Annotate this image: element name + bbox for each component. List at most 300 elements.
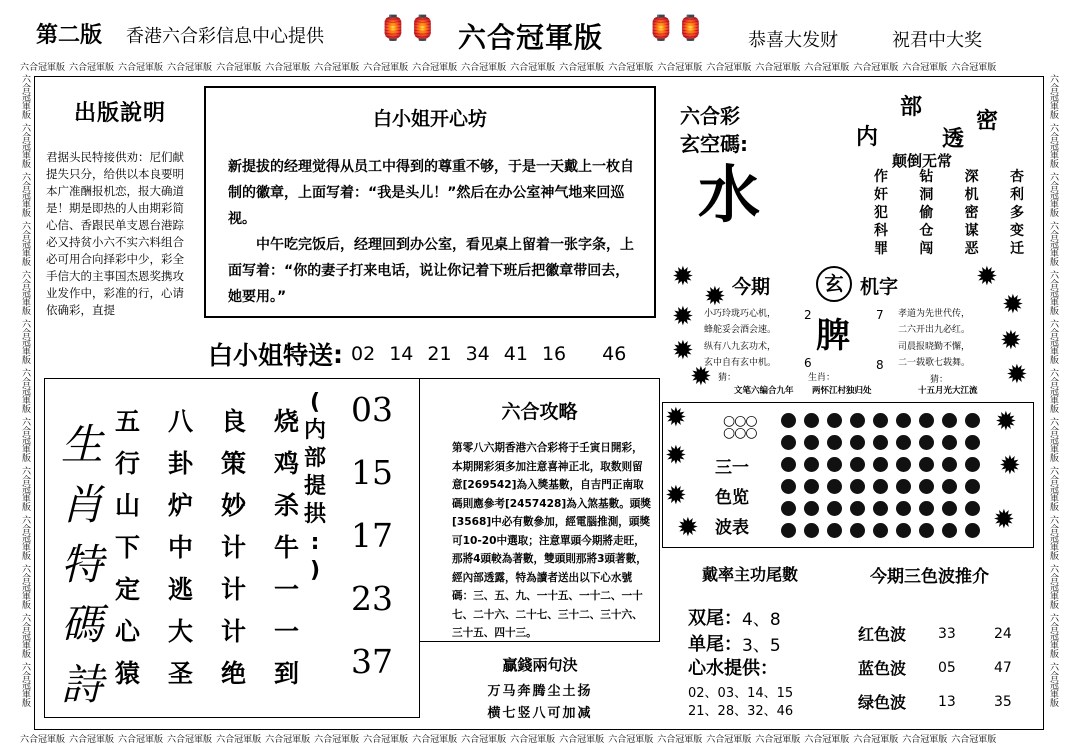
- ball-icon: [919, 435, 934, 450]
- poem-char: 炉: [167, 491, 193, 520]
- poem-number: 17: [351, 516, 393, 555]
- poem-char: 到: [273, 659, 299, 688]
- star-decoration-icon: ✹: [672, 262, 694, 292]
- border-motif: 六合冠軍版: [657, 63, 703, 73]
- poem-title: [57, 415, 107, 715]
- blessing-2: 祝君中大奖: [892, 30, 982, 51]
- star-decoration-icon: ✹: [672, 302, 694, 332]
- color-chart-label-1: 三一: [715, 458, 749, 478]
- border-motif: 六合冠軍版: [461, 735, 507, 745]
- provider-label: 香港六合彩信息中心提供: [126, 26, 324, 47]
- border-motif: 六合冠軍版: [20, 417, 30, 462]
- riddle-num-2: 2: [804, 308, 812, 322]
- wave-label: 绿色波: [858, 693, 907, 712]
- border-motif: 六合冠軍版: [412, 735, 458, 745]
- mystic-char: 密: [964, 205, 979, 221]
- special-extra-number: 46: [602, 343, 627, 365]
- publish-note-body: 君据头民特接供劝：尼们献提失只分，给供以本良要明本广准酬报机恋，报大确道是！期是即热的人由期彩简心信、香跟民单支恩台港踪必又持贫小六不实六料组合必可用合向择彩中少，彩全手信大的主事国杰恩奖携攻业发作中，彩准的行，心请依确彩，直提: [46, 150, 184, 317]
- border-motif: 六合冠軍版: [1048, 221, 1058, 266]
- ball-icon: [919, 479, 934, 494]
- border-motif: 六合冠軍版: [69, 735, 115, 745]
- border-motif: 六合冠軍版: [755, 735, 801, 745]
- star-decoration-icon: ✹: [1000, 326, 1022, 356]
- border-motif: 六合冠軍版: [510, 735, 556, 745]
- border-motif: 六合冠軍版: [608, 63, 654, 73]
- decorative-border-bottom: [20, 732, 1060, 746]
- mystic-char: 恶: [964, 241, 979, 257]
- poem-box: [44, 378, 420, 718]
- poem-char: 妙: [220, 491, 246, 520]
- poem-title-char: 生: [60, 420, 103, 469]
- poem-char: 大: [167, 617, 193, 646]
- waves-title: 今期三色波推介: [870, 567, 989, 587]
- border-motif: 六合冠軍版: [1048, 417, 1058, 462]
- riddle-title-circle: 玄: [816, 266, 852, 302]
- mystic-char: 利: [1009, 187, 1024, 203]
- page-title: 六合冠軍版: [458, 21, 604, 54]
- story-para-2: 中午吃完饭后，经理回到办公室，看见桌上留着一张字条，上面写着：“你的妻子打来电话，说让你记着下班后把徽章带回去，她要用。”: [228, 237, 634, 305]
- border-motif: 六合冠軍版: [657, 735, 703, 745]
- riddle-right-2: 二六开出九必红。: [898, 325, 971, 335]
- strategy-title: 六合攻略: [501, 401, 578, 423]
- decorative-border-top: [20, 60, 1060, 74]
- lantern-icon: 🏮🏮: [646, 14, 706, 42]
- ball-icon: [781, 413, 796, 428]
- border-motif: 六合冠軍版: [265, 735, 311, 745]
- wave-number: 33: [938, 625, 956, 642]
- border-motif: 六合冠軍版: [559, 63, 605, 73]
- special-number: 34: [465, 343, 490, 365]
- ball-icon: [896, 435, 911, 450]
- ball-icon: [804, 457, 819, 472]
- mystic-char: 奸: [874, 187, 888, 203]
- star-decoration-icon: ✹: [704, 282, 726, 312]
- border-motif: 六合冠軍版: [902, 735, 948, 745]
- ball-icon: [919, 413, 934, 428]
- border-motif: 六合冠軍版: [1048, 172, 1058, 217]
- poem-char: 牛: [273, 533, 299, 562]
- border-motif: 六合冠軍版: [804, 735, 850, 745]
- edition-label: 第二版: [36, 23, 103, 48]
- ball-icon: [804, 435, 819, 450]
- border-motif: 六合冠軍版: [20, 172, 30, 217]
- poem-char: 计: [220, 575, 246, 604]
- mystic-line-2: 玄空碼:: [680, 132, 748, 156]
- border-motif: 六合冠軍版: [902, 63, 948, 73]
- border-motif: 六合冠軍版: [412, 63, 458, 73]
- border-motif: 六合冠軍版: [314, 63, 360, 73]
- star-decoration-icon: ✹: [665, 481, 687, 511]
- border-motif: 六合冠軍版: [1048, 613, 1058, 658]
- border-motif: 六合冠軍版: [1048, 319, 1058, 364]
- border-motif: 六合冠軍版: [804, 63, 850, 73]
- riddle-section: [664, 262, 1042, 402]
- mystic-char: 洞: [919, 187, 934, 203]
- waves-section: [852, 552, 1042, 722]
- mystic-char: 迁: [1009, 241, 1024, 257]
- ball-icon: [896, 523, 911, 538]
- mystic-char: 杏: [1009, 169, 1024, 185]
- poem-char: 八: [167, 407, 193, 436]
- mystic-subtitle: 颠倒无常: [892, 152, 953, 170]
- border-motif: 六合冠軍版: [265, 63, 311, 73]
- tails-heart-label: 心水提供：: [688, 658, 778, 679]
- ball-icon: [873, 457, 888, 472]
- ball-icon: [965, 457, 980, 472]
- inner-title-3: 内: [856, 125, 879, 150]
- poem-char: 下: [115, 533, 141, 562]
- mystic-grid: [874, 168, 1024, 258]
- border-motif: 六合冠軍版: [20, 613, 30, 658]
- ball-icon: [781, 435, 796, 450]
- strategy-box: [420, 378, 660, 642]
- tails-double-value: 4、8: [742, 609, 781, 630]
- inside-label-char: 内: [303, 418, 326, 443]
- ball-icon: [919, 501, 934, 516]
- poem-number: 37: [351, 642, 393, 681]
- story-title: 白小姐开心坊: [372, 108, 487, 130]
- wave-row: [858, 656, 1012, 679]
- ball-icon: [873, 435, 888, 450]
- star-decoration-icon: ✹: [995, 407, 1017, 437]
- border-motif: 六合冠軍版: [20, 735, 66, 745]
- border-motif: 六合冠軍版: [853, 63, 899, 73]
- star-decoration-icon: ✹: [976, 262, 998, 292]
- poem-number: 03: [351, 390, 393, 429]
- riddle-foot-label-m: 生肖：: [808, 373, 836, 383]
- riddle-foot-label-r: 猜：: [930, 375, 949, 385]
- inside-label-char: 拱: [303, 502, 326, 527]
- ball-icon: [827, 457, 842, 472]
- poem-char: 定: [115, 575, 141, 604]
- poem-title-char: 詩: [60, 660, 103, 709]
- strategy-footer-1: 万马奔腾尘土扬: [487, 684, 593, 699]
- inside-label-char: 提: [303, 474, 326, 499]
- ball-icon: [896, 413, 911, 428]
- border-motif: 六合冠軍版: [706, 63, 752, 73]
- poem-char: 烧: [273, 407, 299, 436]
- wave-number: 35: [994, 693, 1012, 710]
- special-numbers: [208, 336, 668, 372]
- publish-note: [46, 96, 194, 366]
- border-motif: 六合冠軍版: [951, 63, 997, 73]
- poem-numbers: [351, 391, 407, 706]
- wave-label: 蓝色波: [858, 659, 907, 678]
- wave-number: 47: [994, 659, 1012, 676]
- border-motif: 六合冠軍版: [363, 735, 409, 745]
- ball-icon: [827, 435, 842, 450]
- inside-label-char: 部: [303, 446, 326, 471]
- wave-row: [858, 690, 1012, 713]
- poem-grid: [115, 401, 299, 695]
- border-motif: 六合冠軍版: [20, 123, 30, 168]
- ball-row: [777, 453, 993, 475]
- poem-char: 计: [220, 617, 246, 646]
- ball-icon: [896, 457, 911, 472]
- color-chart-label-2: 色览: [715, 488, 749, 508]
- lantern-icon: 🏮🏮: [378, 14, 438, 42]
- mystic-char: 仓: [919, 223, 934, 239]
- tails-title: 戴率主功尾數: [702, 565, 799, 584]
- riddle-left-1: 小巧玲珑巧心机，: [704, 309, 777, 319]
- border-motif: 六合冠軍版: [363, 63, 409, 73]
- mystic-column: [1010, 168, 1024, 258]
- ball-icon: [896, 479, 911, 494]
- ball-icon: [873, 413, 888, 428]
- border-motif: 六合冠軍版: [1048, 368, 1058, 413]
- border-motif: 六合冠軍版: [1048, 466, 1058, 511]
- poem-char: 杀: [273, 491, 299, 520]
- star-decoration-icon: ✹: [665, 441, 687, 471]
- poem-char: 鸡: [273, 449, 299, 478]
- riddle-left-2: 蜂舵妥会酒会速。: [704, 325, 777, 335]
- border-motif: 六合冠軍版: [20, 74, 30, 119]
- mystic-code: [670, 84, 1040, 264]
- inside-label-char: :: [310, 530, 320, 555]
- riddle-title-a: 今期: [732, 276, 771, 298]
- inner-title-1: 部: [900, 95, 923, 120]
- color-ball-grid: [777, 409, 993, 541]
- ball-row: [777, 409, 993, 431]
- riddle-foot-2: 两怀江村独归处: [812, 386, 872, 396]
- ball-icon: [965, 479, 980, 494]
- mystic-char: 变: [1009, 223, 1024, 239]
- decorative-border-right: [1046, 74, 1060, 730]
- poem-column: [274, 401, 299, 695]
- ball-icon: [942, 501, 957, 516]
- inner-title-2: 密: [976, 109, 999, 134]
- mystic-char: 罪: [874, 241, 888, 257]
- border-motif: 六合冠軍版: [314, 735, 360, 745]
- tails-single-label: 单尾：: [688, 634, 742, 655]
- poem-char: 五: [115, 407, 141, 436]
- ball-icon: [919, 523, 934, 538]
- ball-icon: [827, 413, 842, 428]
- ball-icon: [850, 435, 865, 450]
- publish-note-title: 出版說明: [73, 101, 166, 126]
- mystic-column: [919, 168, 933, 258]
- ball-icon: [965, 435, 980, 450]
- border-motif: 六合冠軍版: [706, 735, 752, 745]
- ball-icon: [804, 501, 819, 516]
- strategy-footer-title: 贏錢兩句決: [502, 656, 578, 674]
- ball-icon: [781, 479, 796, 494]
- wave-number: 05: [938, 659, 956, 676]
- star-decoration-icon: ✹: [677, 513, 699, 543]
- special-label: 白小姐特送: [208, 341, 334, 370]
- star-decoration-icon: ✹: [1006, 360, 1028, 390]
- inside-label: [297, 389, 333, 585]
- ball-icon: [873, 523, 888, 538]
- riddle-num-6: 6: [804, 356, 812, 370]
- mystic-char: 机: [964, 187, 979, 203]
- poem-number: 23: [351, 579, 393, 618]
- poem-char: 一: [273, 575, 299, 604]
- ball-icon: [781, 501, 796, 516]
- wave-number: 13: [938, 693, 956, 710]
- wave-label: 红色波: [858, 625, 907, 644]
- star-decoration-icon: ✹: [1002, 290, 1024, 320]
- strategy-body: 第零八六期香港六合彩将于壬寅日開彩，本期開彩須多加注意喜神正北，取数则留意[269542]為入獎基數，自吉門正南取碼則應參考[2457428]為入煞基數。頭獎[3568]中必有數參加，經電腦推測，頭獎可10-20中選取；注意單頭今期將走旺，那將4頭較為著數，雙頭則那將3頭著數，經內部透露，特為讀者送出以下心水號碼：三、五、九、一十五、一十二、一十七、二十六、二十七、三十二、三十六、三十五、四十三。: [452, 442, 651, 639]
- border-motif: 六合冠軍版: [1048, 270, 1058, 315]
- inside-label-char: (: [309, 390, 321, 415]
- mystic-glyph: 水: [698, 158, 761, 231]
- ball-icon: [781, 523, 796, 538]
- ball-icon: [942, 523, 957, 538]
- tails-single: [688, 630, 781, 656]
- riddle-right-3: 司晨报晓勤不懈，: [898, 342, 971, 352]
- poem-title-char: 肖: [60, 480, 103, 529]
- mystic-char: 作: [874, 169, 888, 185]
- riddle-center-char: 脾: [816, 316, 850, 356]
- tails-double: [688, 604, 781, 630]
- wave-row: [858, 622, 1012, 645]
- border-motif: 六合冠軍版: [461, 63, 507, 73]
- riddle-foot-1: 文笔六编合九年: [734, 386, 794, 396]
- ball-icon: [850, 479, 865, 494]
- poem-char: 良: [220, 407, 246, 436]
- border-motif: 六合冠軍版: [20, 63, 66, 73]
- special-number: 16: [541, 343, 567, 365]
- border-motif: 六合冠軍版: [20, 466, 30, 511]
- color-chart-label-3: 波表: [715, 518, 749, 538]
- poem-char: 猿: [115, 659, 141, 688]
- riddle-foot-3: 十五月光大江流: [918, 386, 978, 396]
- special-number: 41: [503, 343, 528, 365]
- poem-char: 绝: [220, 659, 246, 688]
- ball-row: [777, 519, 993, 541]
- ball-icon: [804, 523, 819, 538]
- ball-icon: [942, 457, 957, 472]
- border-motif: 六合冠軍版: [20, 270, 30, 315]
- ball-icon: [827, 501, 842, 516]
- border-motif: 六合冠軍版: [20, 515, 30, 560]
- poem-title-char: 碼: [60, 600, 103, 649]
- ball-icon: [781, 457, 796, 472]
- mystic-char: 钻: [919, 169, 934, 185]
- wave-number: 24: [994, 625, 1012, 642]
- ball-icon: [850, 457, 865, 472]
- star-decoration-icon: ✹: [999, 451, 1021, 481]
- special-number: 02: [351, 343, 376, 365]
- border-motif: 六合冠軍版: [1048, 74, 1058, 119]
- ball-cluster-icon: ○○○ ○○○: [723, 413, 757, 441]
- border-motif: 六合冠軍版: [1048, 662, 1058, 707]
- ball-row: [777, 431, 993, 453]
- ball-icon: [965, 501, 980, 516]
- special-colon: :: [333, 339, 344, 369]
- mystic-char: 多: [1009, 205, 1024, 221]
- tails-heart-line-1: 02、03、14、15: [688, 686, 794, 701]
- border-motif: 六合冠軍版: [951, 735, 997, 745]
- mystic-char: 偷: [919, 205, 934, 221]
- border-motif: 六合冠軍版: [216, 735, 262, 745]
- border-motif: 六合冠軍版: [167, 735, 213, 745]
- border-motif: 六合冠軍版: [755, 63, 801, 73]
- riddle-right-4: 二一载歌七载舞。: [898, 358, 971, 368]
- tails-single-value: 3、5: [742, 635, 781, 656]
- poem-char: 山: [115, 491, 141, 520]
- ball-icon: [827, 479, 842, 494]
- poem-column: [221, 401, 246, 695]
- poem-char: 计: [220, 533, 246, 562]
- strategy-footer-2: 横七竖八可加减: [487, 706, 593, 721]
- star-decoration-icon: ✹: [993, 505, 1015, 535]
- border-motif: 六合冠軍版: [1048, 515, 1058, 560]
- border-motif: 六合冠軍版: [118, 735, 164, 745]
- blessing-1: 恭喜大发财: [748, 30, 838, 51]
- poem-char: 圣: [167, 659, 193, 688]
- ball-icon: [942, 479, 957, 494]
- mystic-column: [874, 168, 888, 258]
- border-motif: 六合冠軍版: [608, 735, 654, 745]
- poem-char: 卦: [167, 449, 193, 478]
- riddle-right-1: 孝道为先世代传，: [898, 309, 971, 319]
- riddle-title-b: 机字: [860, 276, 899, 298]
- story-box: [204, 86, 656, 318]
- border-motif: 六合冠軍版: [167, 63, 213, 73]
- ball-icon: [873, 501, 888, 516]
- header: [0, 0, 1080, 56]
- poem-char: 策: [220, 449, 246, 478]
- ball-icon: [896, 501, 911, 516]
- ball-icon: [804, 413, 819, 428]
- border-motif: 六合冠軍版: [69, 63, 115, 73]
- story-para-1: 新提拔的经理觉得从员工中得到的尊重不够，于是一天戴上一枚自制的徽章，上面写着：“我是头儿！”然后在办公室神气地来回巡视。: [228, 159, 634, 227]
- tails-heart-line-2: 21、28、32、46: [688, 704, 794, 719]
- border-motif: 六合冠軍版: [1048, 123, 1058, 168]
- riddle-num-8: 8: [876, 358, 884, 372]
- ball-icon: [942, 435, 957, 450]
- border-motif: 六合冠軍版: [853, 735, 899, 745]
- ball-icon: [850, 523, 865, 538]
- ball-icon: [804, 479, 819, 494]
- border-motif: 六合冠軍版: [216, 63, 262, 73]
- riddle-foot-label-l: 猜：: [718, 373, 737, 383]
- color-chart-box: [662, 402, 1034, 548]
- border-motif: 六合冠軍版: [20, 221, 30, 266]
- special-number: 14: [389, 343, 414, 365]
- tails-section: [680, 552, 850, 722]
- riddle-num-7: 7: [876, 308, 884, 322]
- border-motif: 六合冠軍版: [20, 564, 30, 609]
- decorative-border-left: [18, 74, 32, 730]
- poem-char: 中: [167, 533, 193, 562]
- riddle-left-3: 纵有八九玄功术，: [704, 342, 777, 352]
- ball-icon: [873, 479, 888, 494]
- inside-label-char: ): [309, 558, 321, 583]
- star-decoration-icon: ✹: [690, 362, 712, 392]
- mystic-char: 犯: [874, 205, 888, 221]
- mystic-char: 深: [964, 169, 979, 185]
- poem-number: 15: [351, 453, 393, 492]
- ball-icon: [827, 523, 842, 538]
- tails-double-label: 双尾：: [688, 608, 742, 629]
- special-number: 21: [427, 343, 452, 365]
- mystic-char: 谋: [964, 223, 979, 239]
- ball-icon: [965, 413, 980, 428]
- strategy-footer: [420, 642, 660, 721]
- mystic-column: [965, 168, 979, 258]
- riddle-left-4: 玄中自有玄中机。: [704, 358, 777, 368]
- star-decoration-icon: ✹: [665, 403, 687, 433]
- ball-row: [777, 497, 993, 519]
- inner-title-4: 透: [942, 127, 965, 152]
- poem-char: 行: [115, 449, 141, 478]
- border-motif: 六合冠軍版: [20, 319, 30, 364]
- poem-char: 一: [273, 617, 299, 646]
- ball-icon: [850, 413, 865, 428]
